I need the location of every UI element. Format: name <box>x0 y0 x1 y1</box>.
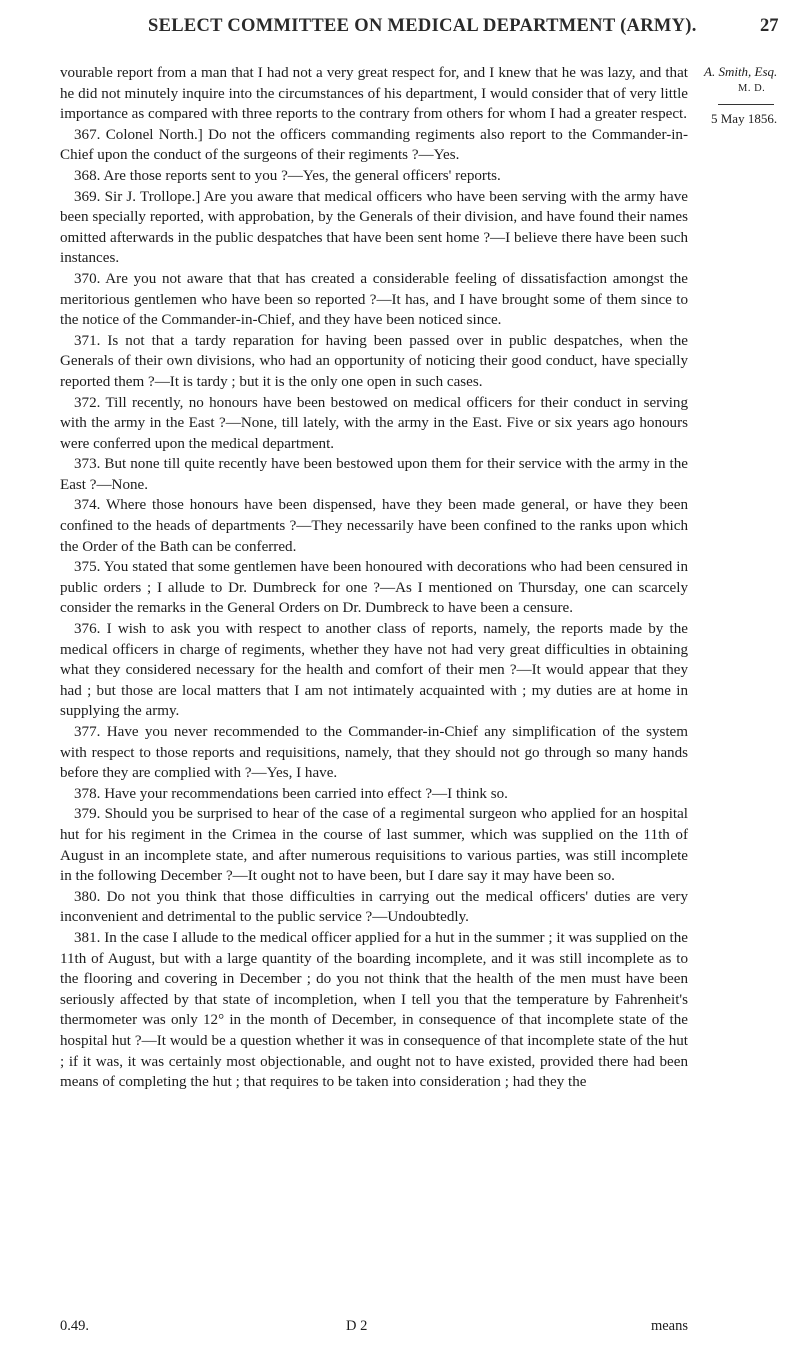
paragraph: 378. Have your recommendations been carried into effect ?—I think so. <box>74 785 508 802</box>
paragraph: 381. In the case I allude to the medical officer applied for a hut in the summer ; it was supplied on the 11th of August, but with a large quantity of the boarding incomplete, and it was still incomplete as to the flooring and covering in December ; do you not think that the health of the men must have been seriously affected by that state of incompletion, when I tell you that the temperature by Fahrenheit's thermometer was only 12° in the month of December, in consequence of that incomplete state of the hospital hut ?—It would be a question whether it was in consequence of that incomplete state of the hut ; if it was, it was certainly most objectionable, and ought not to have existed, provided there had been means of completing the hut ; that requires to be taken into consideration ; had they the <box>60 929 688 1091</box>
paragraph: 374. Where those honours have been dispensed, have they been made general, or have they been confined to the heads of departments ?—They necessarily have been confined to the ranks upon which the Order of the Bath can be conferred. <box>60 497 688 555</box>
paragraph: 372. Till recently, no honours have been bestowed on medical officers for their conduct in serving with the army in the East ?—None, till lately, with the army in the East. Five or six years ago honours were conferred upon the medical department. <box>60 394 688 452</box>
witness-name: A. Smith, Esq. <box>704 64 778 79</box>
paragraph: 367. Colonel North.] Do not the officers commanding regiments also report to the Commander-in-Chief upon the conduct of the surgeons of their regiments ?—Yes. <box>60 126 688 164</box>
paragraph: 373. But none till quite recently have been bestowed upon them for their service with the army in the East ?—None. <box>60 456 688 493</box>
margin-note <box>704 63 800 127</box>
witness-degree: M. D. <box>738 83 766 94</box>
footer-sheet-number: 0.49. <box>60 1318 89 1334</box>
paragraph: 370. Are you not aware that that has created a considerable feeling of dissatisfaction amongst the meritorious gentlemen who have been so reported ?—It has, and I have brought some of them since to the notice of the Commander-in-Chief, and they have been noticed since. <box>60 270 688 329</box>
body-text <box>60 63 688 1093</box>
paragraph: 379. Should you be surprised to hear of the case of a regimental surgeon who applied for an hospital hut for his regiment in the Crimea in the course of last summer, which was supplied on the 11th of August in an incomplete state, and after numerous requisitions to various parties, was still incomplete in the following December ?—It ought not to have been, but I dare say it may have been so. <box>60 806 688 885</box>
evidence-date: 5 May 1856. <box>711 111 778 126</box>
footer-signature-mark: D 2 <box>346 1318 368 1334</box>
paragraph: 368. Are those reports sent to you ?—Yes, the general officers' reports. <box>74 167 501 184</box>
running-head: SELECT COMMITTEE ON MEDICAL DEPARTMENT (ARMY). <box>148 16 697 36</box>
page-footer <box>60 1318 688 1340</box>
paragraph: 375. You stated that some gentlemen have been honoured with decorations who had been censured in public orders ; I allude to Dr. Dumbreck for one ?—As I mentioned on Thursday, one can scarcely consider the remarks in the General Orders on Dr. Dumbreck to have been a censure. <box>60 559 688 617</box>
paragraph: 371. Is not that a tardy reparation for having been passed over in public despatches, when the Generals of their own divisions, who had an opportunity of noticing their good conduct, have specially reported them ?—It is tardy ; but it is the only one open in such cases. <box>60 332 688 390</box>
footer-catchword: means <box>650 1318 688 1334</box>
paragraph: 369. Sir J. Trollope.] Are you aware that medical officers who have been serving with the army have been specially reported, with approbation, by the Generals of their division, and have found their names omitted afterwards in the public despatches that have been sent home ?—I believe there have been such instances. <box>60 188 688 267</box>
paragraph: 376. I wish to ask you with respect to another class of reports, namely, the reports made by the medical officers in charge of regiments, whether they have not had very great difficulties in obtaining what they considered necessary for the health and comfort of their men ?—It would appear that they had ; but those are local matters that I am not intimately acquainted with ; my duties are at home in supplying the army. <box>60 621 688 720</box>
margin-rule <box>718 104 774 105</box>
paragraph: vourable report from a man that I had not a very great respect for, and I knew that he was lazy, and that he did not minutely inquire into the circumstances of his department, I would consider that of very little importance as compared with three reports to the contrary from others for whom I had a greater respect. <box>60 65 688 123</box>
page-number: 27 <box>760 16 779 36</box>
page-header <box>0 0 800 62</box>
paragraph: 377. Have you never recommended to the Commander-in-Chief any simplification of the system with respect to those reports and requisitions, namely, that they should not go through so many hands before they are complied with ?—Yes, I have. <box>60 724 688 782</box>
paragraph: 380. Do not you think that those difficulties in carrying out the medical officers' duties are very inconvenient and detrimental to the public service ?—Undoubtedly. <box>60 888 688 926</box>
